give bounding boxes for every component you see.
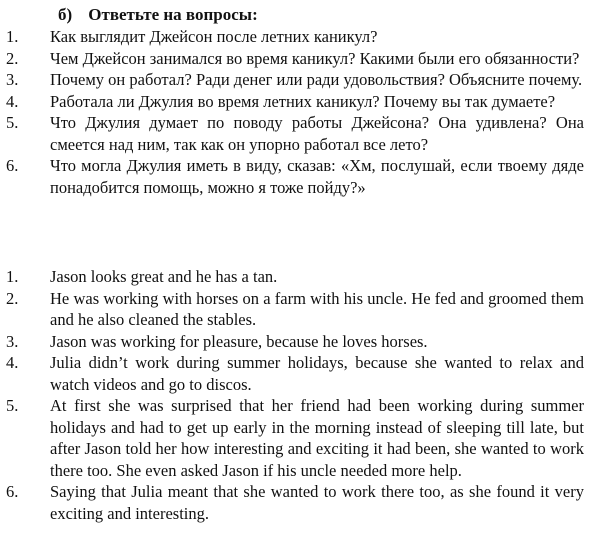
answer-item (0, 352, 584, 395)
answer-item (0, 395, 584, 481)
question-text: Что могла Джулия иметь в виду, сказав: «Хм, послушай, если твоему дяде понадобится помощь, можно я тоже пойду?» (50, 156, 584, 197)
answer-item (0, 331, 584, 353)
question-number: 2. (6, 48, 19, 68)
question-text: Как выглядит Джейсон после летних каникул? (50, 27, 378, 46)
answer-number: 2. (6, 288, 19, 308)
answer-number: 3. (6, 331, 19, 351)
answer-text: He was working with horses on a farm with his uncle. He fed and groomed them and he also cleaned the stables. (50, 288, 584, 329)
answer-number: 5. (6, 396, 19, 415)
question-item (0, 112, 584, 155)
answer-number: 6. (6, 482, 19, 501)
section-heading (58, 5, 258, 25)
answer-text: Saying that Julia meant that she wanted to work there too, as she found it very exciting and interesting. (50, 482, 584, 523)
answer-item (0, 481, 584, 524)
answers-list (0, 266, 584, 524)
answer-item (0, 288, 584, 331)
question-number: 3. (6, 70, 19, 89)
question-text: Чем Джейсон занимался во время каникул? Какими были его обязанности? (50, 48, 580, 68)
answer-text: At first she was surprised that her friend had been working during summer holidays and had to get up early in the morning instead of sleeping till late, but after Jason told her how interesting and exciting it had been, she wanted to work there too. She even asked Jason if his uncle needed more help. (50, 396, 584, 480)
questions-list (0, 26, 584, 198)
answer-text: Jason was working for pleasure, because he loves horses. (50, 331, 428, 351)
answer-text: Jason looks great and he has a tan. (50, 267, 278, 286)
question-number: 1. (6, 27, 19, 46)
section-title: Ответьте на вопросы: (88, 5, 258, 24)
answer-number: 4. (6, 353, 19, 372)
question-text: Что Джулия думает по поводу работы Джейсона? Она удивлена? Она смеется над ним, так как он упорно работал все лето? (50, 113, 584, 154)
question-item (0, 26, 584, 48)
question-item (0, 91, 584, 113)
question-text: Работала ли Джулия во время летних каникул? Почему вы так думаете? (50, 91, 556, 111)
answer-item (0, 266, 584, 288)
question-item (0, 48, 584, 70)
question-item (0, 69, 584, 91)
answer-number: 1. (6, 267, 19, 286)
question-number: 6. (6, 156, 19, 175)
question-text: Почему он работал? Ради денег или ради удовольствия? Объясните почему. (50, 70, 583, 89)
section-number: б) (58, 5, 73, 24)
question-item (0, 155, 584, 198)
question-number: 5. (6, 113, 19, 132)
question-number: 4. (6, 91, 19, 111)
answer-text: Julia didn’t work during summer holidays, because she wanted to relax and watch videos and go to discos. (50, 353, 584, 394)
